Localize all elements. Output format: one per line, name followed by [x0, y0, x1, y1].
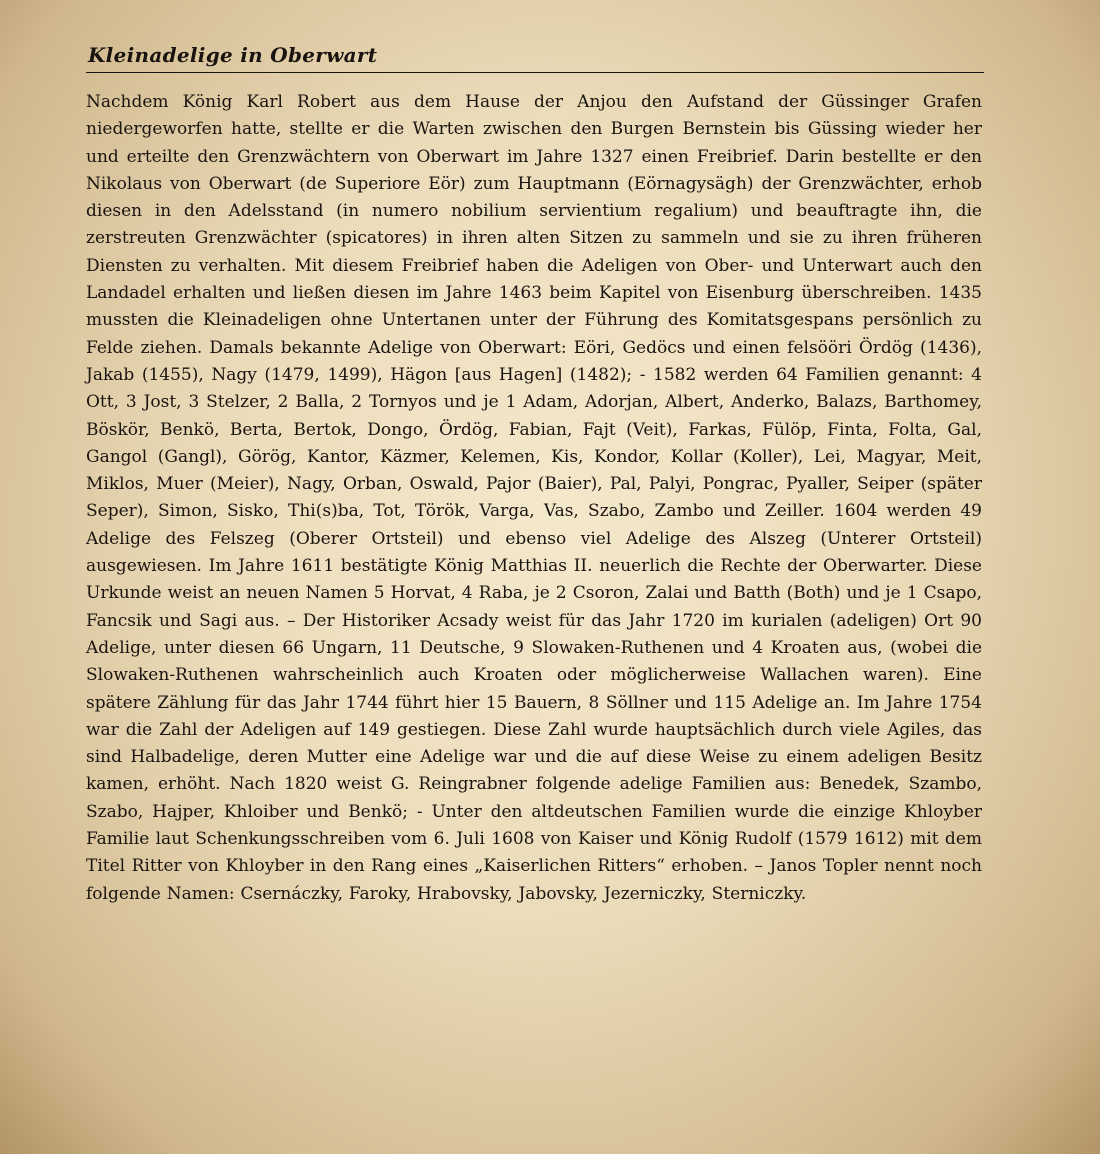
running-head: Kleinadelige in Oberwart [88, 43, 378, 67]
document-page [86, 38, 986, 908]
body-paragraph: Nachdem König Karl Robert aus dem Hause der Anjou den Aufstand der Güssinger Grafen niedergeworfen hatte, stellte er die Warten zwischen den Burgen Bernstein bis Güssing wieder her und erteilte den Grenzwächtern von Oberwart im Jahre 1327 einen Freibrief. Darin bestellte er den Nikolaus von Oberwart (de Superiore Eör) zum Hauptmann (Eörnagysägh) der Grenzwächter, erhob diesen in den Adelsstand (in numero nobilium servientium regalium) und beauftragte ihn, die zerstreuten Grenzwächter (spicatores) in ihren alten Sitzen zu sammeln und sie zu ihren früheren Diensten zu verhalten. Mit diesem Freibrief haben die Adeligen von Ober- und Unterwart auch den Landadel erhalten und ließen diesen im Jahre 1463 beim Kapitel von Eisenburg überschreiben. 1435 mussten die Kleinadeligen ohne Untertanen unter der Führung des Komitatsgespans persönlich zu Felde ziehen. Damals bekannte Adelige von Oberwart: Eöri, Gedöcs und einen felsööri Ördög (1436), Jakab (1455), Nagy (1479, 1499), Hägon [aus Hagen] (1482); - 1582 werden 64 Familien genannt: 4 Ott, 3 Jost, 3 Stelzer, 2 Balla, 2 Tornyos und je 1 Adam, Adorjan, Albert, Anderko, Balazs, Barthomey, Böskör, Benkö, Berta, Bertok, Dongo, Ördög, Fabian, Fajt (Veit), Farkas, Fülöp, Finta, Folta, Gal, Gangol (Gangl), Görög, Kantor, Käzmer, Kelemen, Kis, Kondor, Kollar (Koller), Lei, Magyar, Meit, Miklos, Muer (Meier), Nagy, Orban, Oswald, Pajor (Baier), Pal, Palyi, Pongrac, Pyaller, Seiper (später Seper), Simon, Sisko, Thi(s)ba, Tot, Török, Varga, Vas, Szabo, Zambo und Zeiller. 1604 werden 49 Adelige des Felszeg (Oberer Ortsteil) und ebenso viel Adelige des Alszeg (Unterer Ortsteil) ausgewiesen. Im Jahre 1611 bestätigte König Matthias II. neuerlich die Rechte der Oberwarter. Diese Urkunde weist an neuen Namen 5 Horvat, 4 Raba, je 2 Csoron, Zalai und Batth (Both) und je 1 Csapo, Fancsik und Sagi aus. – Der Historiker Acsady weist für das Jahr 1720 im kurialen (adeligen) Ort 90 Adelige, unter diesen 66 Ungarn, 11 Deutsche, 9 Slowaken-Ruthenen und 4 Kroaten aus, (wobei die Slowaken-Ruthenen wahrscheinlich auch Kroaten oder möglicherweise Wallachen waren). Eine spätere Zählung für das Jahr 1744 führt hier 15 Bauern, 8 Söllner und 115 Adelige an. Im Jahre 1754 war die Zahl der Adeligen auf 149 gestiegen. Diese Zahl wurde hauptsächlich durch viele Agiles, das sind Halbadelige, deren Mutter eine Adelige war und die auf diese Weise zu einem adeligen Besitz kamen, erhöht. Nach 1820 weist G. Reingrabner folgende adelige Familien aus: Benedek, Szambo, Szabo, Hajper, Khloiber und Benkö; - Unter den altdeutschen Familien wurde die einzige Khloyber Familie laut Schenkungsschreiben vom 6. Juli 1608 von Kaiser und König Rudolf (1579 1612) mit dem Titel Ritter von Khloyber in den Rang eines „Kaiserlichen Ritters“ erhoben. – Janos Topler nennt noch folgende Namen: Csernáczky, Faroky, Hrabovsky, Jabovsky, Jezerniczky, Sterniczky. [86, 92, 982, 904]
header-rule [86, 72, 984, 73]
body-text [86, 89, 982, 908]
